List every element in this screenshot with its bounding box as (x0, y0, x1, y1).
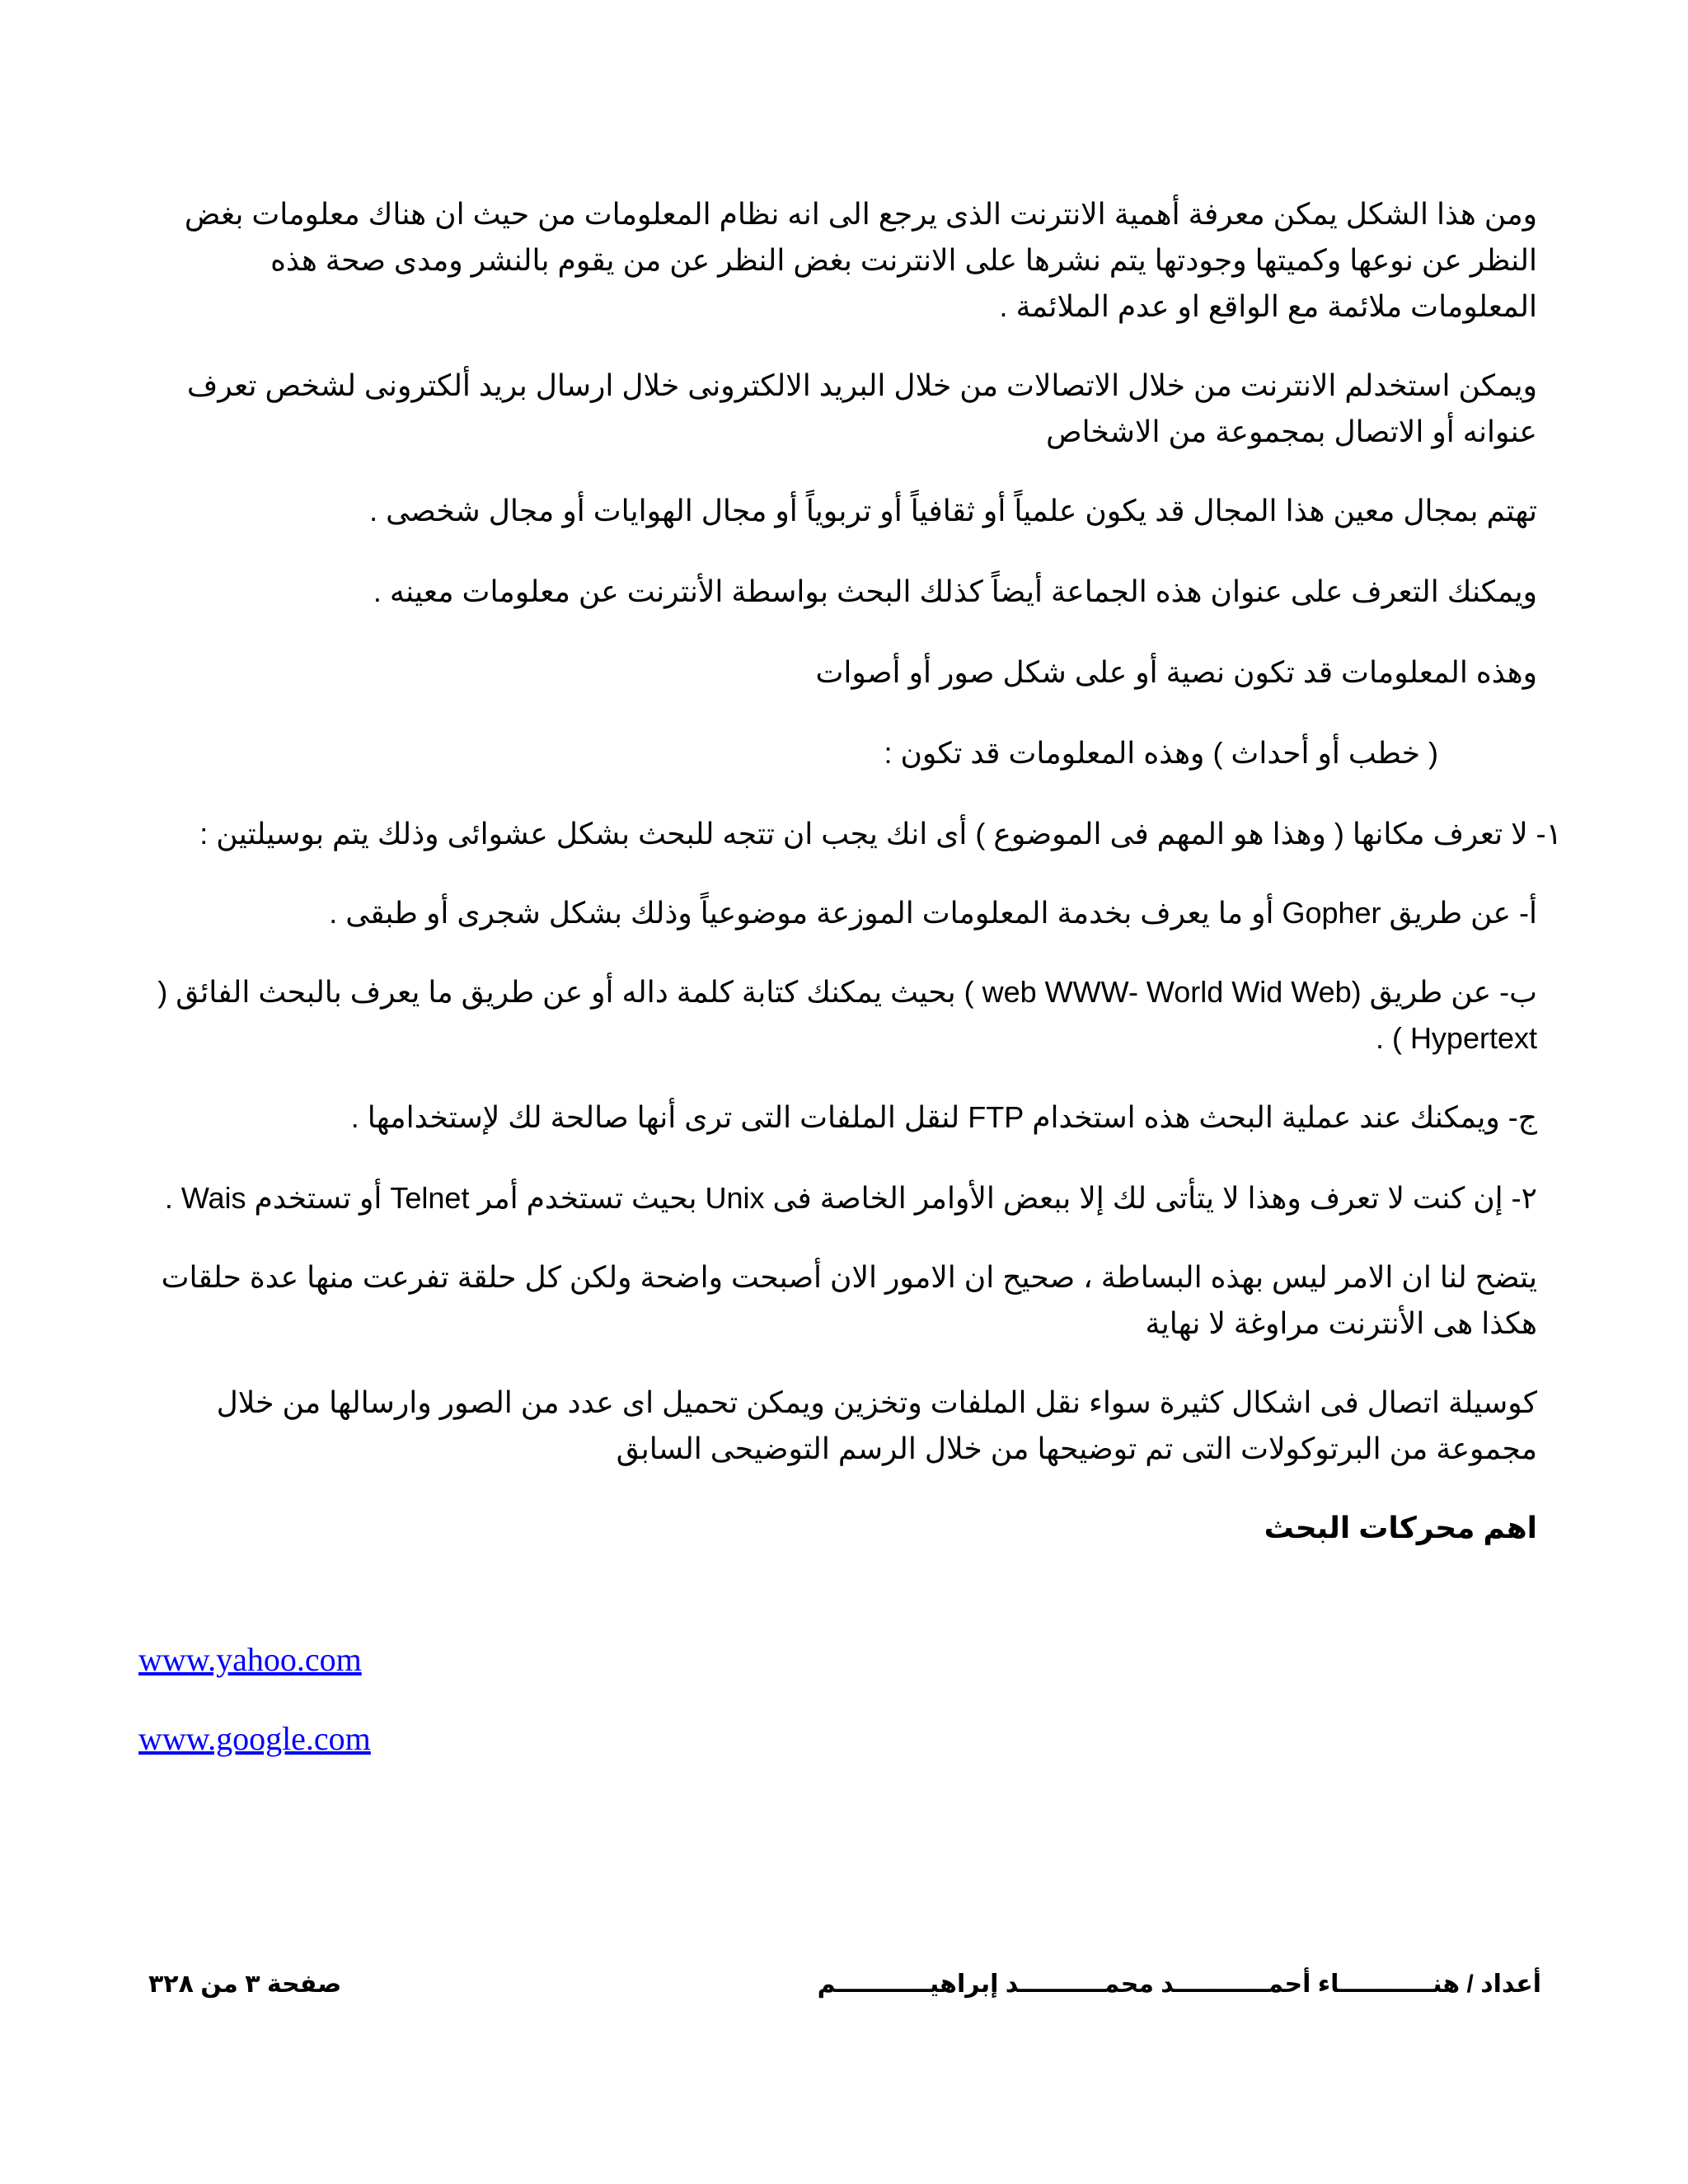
paragraph-info-forms: وهذه المعلومات قد تكون نصية أو على شكل صور أو أصوات (815, 655, 1537, 689)
paragraph-complexity: يتضح لنا ان الامر ليس بهذه البساطة ، صحيح ان الامور الان أصبحت واضحة ولكن كل حلقة تفرعت منها عدة حلقات هكذا هى الأنترنت مراوغة لا نهاية (161, 1260, 1537, 1340)
paragraph-unix-telnet: ٢- إن كنت لا تعرف وهذا لا يتأتى لك إلا ببعض الأوامر الخاصة فى Unix بحيث تستخدم أمر Telnet أو تستخدم Wais . (164, 1181, 1537, 1215)
search-engine-links (138, 1640, 371, 1798)
paragraph-interest-field: تهتم بمجال معين هذا المجال قد يكون علمياً أو ثقافياً أو تربوياً أو مجال الهوايات أو مجال شخصى . (369, 494, 1537, 527)
paragraph-email-usage: ويمكن استخدلم الانترنت من خلال الاتصالات من خلال البريد الالكترونى خلال ارسال بريد ألكترونى لشخص تعرف عنوانه أو الاتصال بمجموعة من الاشخاص (186, 368, 1537, 448)
document-body (136, 191, 1562, 1597)
search-engines-heading: اهم محركات البحث (1264, 1511, 1537, 1544)
footer-page-number: صفحة ٣ من ٣٢٨ (148, 1971, 342, 1998)
paragraph-ftp: ج- ويمكنك عند عملية البحث هذه استخدام FTP لنقل الملفات التى ترى أنها صالحة لك لإستخدامها . (350, 1100, 1537, 1134)
paragraph-group-address: ويمكنك التعرف على عنوان هذه الجماعة أيضاً كذلك البحث بواسطة الأنترنت عن معلومات معينه . (373, 574, 1537, 608)
page-footer (148, 1970, 1541, 2006)
google-link[interactable]: www.google.com (138, 1720, 371, 1757)
paragraph-internet-importance: ومن هذا الشكل يمكن معرفة أهمية الانترنت الذى يرجع الى انه نظام المعلومات من حيث ان هناك معلومات بغض النظر عن نوعها وكميتها وجودتها يتم نشرها على الانترنت بغض النظر عن من يقوم بالنشر ومدى صحة هذه المعلومات ملائمة مع الواقع او عدم الملائمة . (184, 197, 1537, 323)
yahoo-link[interactable]: www.yahoo.com (138, 1641, 362, 1678)
footer-author: أعداد / هنـــــــــــاء أحمـــــــــــد محمــــــــــد إبراهيـــــــــــم (817, 1971, 1541, 1998)
paragraph-www: ب- عن طريق (web WWW- World Wid Web ) بحيث يمكنك كتابة كلمة داله أو عن طريق ما يعرف بالبحث الفائق ( Hypertext ) . (157, 975, 1537, 1055)
paragraph-gopher: أ- عن طريق Gopher أو ما يعرف بخدمة المعلومات الموزعة موضوعياً وذلك بشكل شجرى أو طبقى . (329, 896, 1537, 930)
paragraph-communication-means: كوسيلة اتصال فى اشكال كثيرة سواء نقل الملفات وتخزين ويمكن تحميل اى عدد من الصور وارسالها من خلال مجموعة من البرتوكولات التى تم توضيحها من خلال الرسم التوضيحى السابق (216, 1385, 1537, 1465)
paragraph-speeches-events: ( خطب أو أحداث ) وهذه المعلومات قد تكون : (884, 736, 1438, 770)
paragraph-unknown-location: ١- لا تعرف مكانها ( وهذا هو المهم فى الموضوع ) أى انك يجب ان تتجه للبحث بشكل عشوائى وذلك يتم بوسيلتين : (199, 817, 1562, 851)
